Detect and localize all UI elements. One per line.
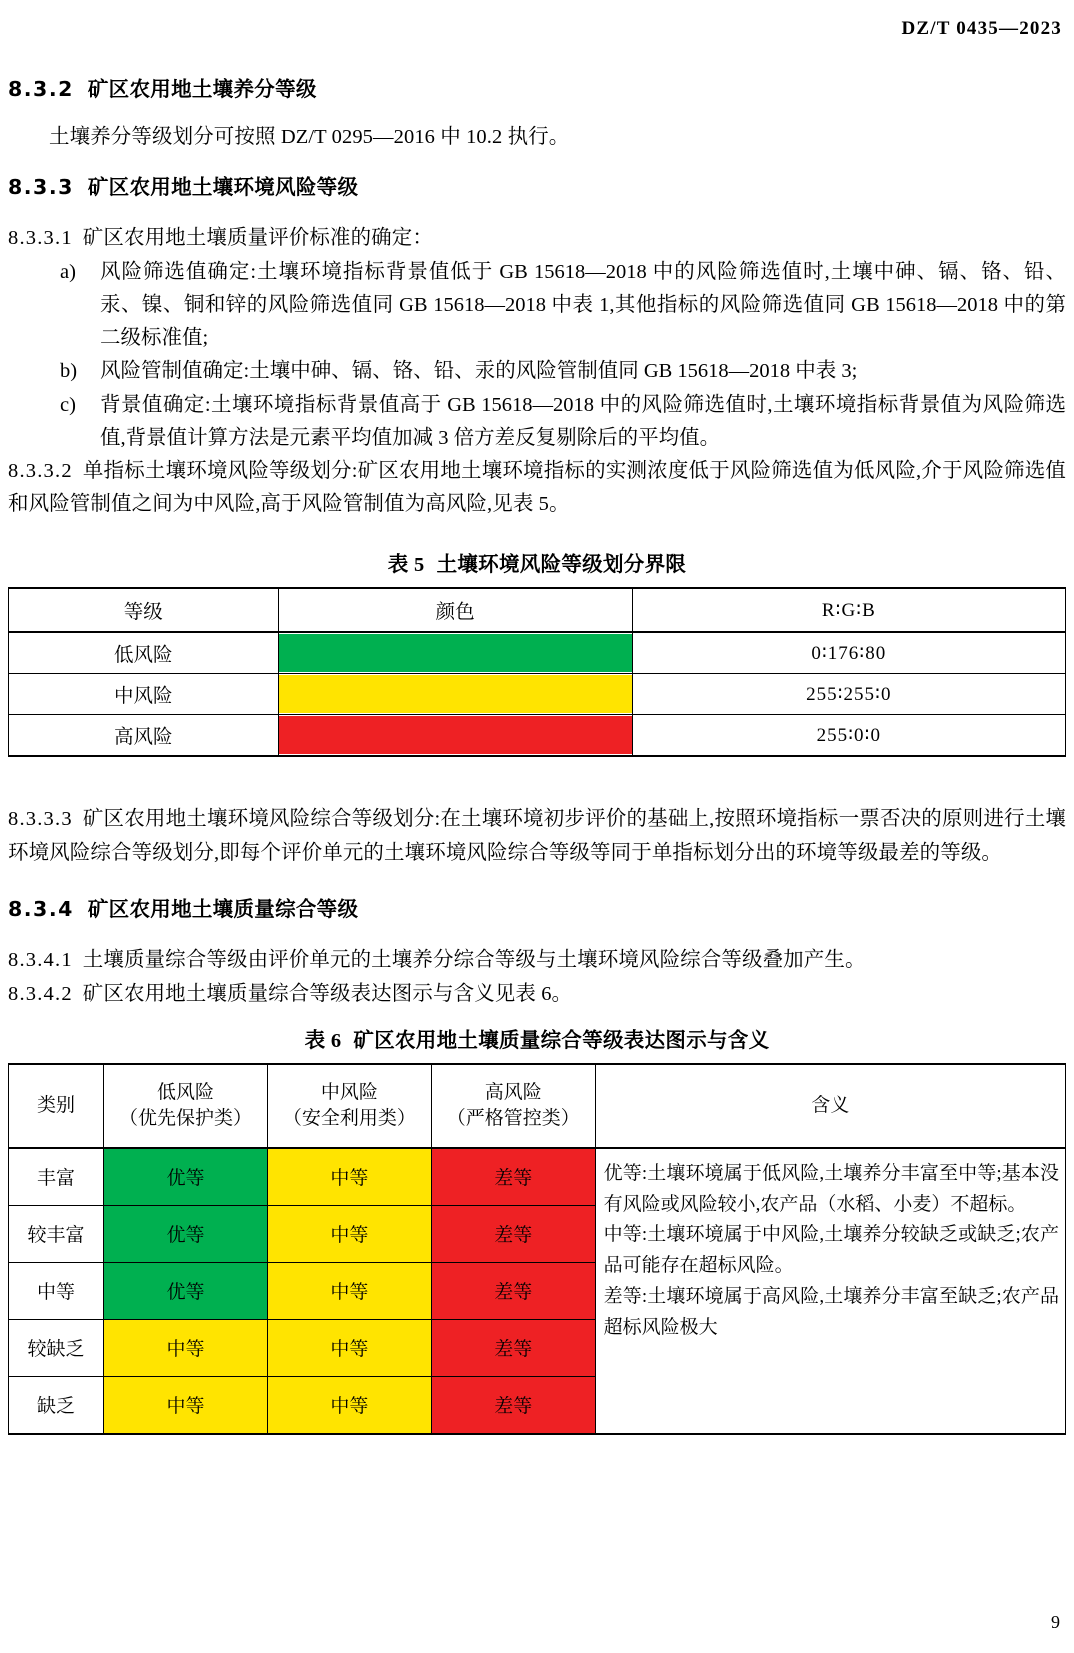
table6-category-0: 丰富 bbox=[9, 1148, 104, 1206]
table6-cell-0-high: 差等 bbox=[431, 1148, 595, 1206]
clause-8-3-4-1-number: 8.3.4.1 bbox=[8, 949, 73, 972]
table6-header-mid-line1: 中风险 bbox=[320, 1082, 378, 1104]
table5-swatch-low bbox=[278, 632, 632, 674]
clause-8-3-3-2-number: 8.3.3.2 bbox=[8, 459, 73, 482]
table-row bbox=[9, 632, 1066, 674]
heading-8-3-3-number: 8.3.3 bbox=[8, 174, 74, 199]
table6-header-high-line2: （严格管控类） bbox=[446, 1107, 580, 1129]
table5-rgb-high: 255∶0∶0 bbox=[632, 715, 1065, 757]
table6-caption-title: 矿区农用地土壤质量综合等级表达图示与含义 bbox=[353, 1027, 770, 1052]
list-item bbox=[8, 256, 1066, 356]
paragraph-8-3-4-2 bbox=[8, 978, 1066, 1011]
table6-meaning-cell bbox=[595, 1148, 1065, 1434]
paragraph-8-3-4-1 bbox=[8, 944, 1066, 977]
table5-caption-title: 土壤环境风险等级划分界限 bbox=[436, 552, 687, 577]
table6-caption bbox=[8, 1023, 1066, 1053]
table5-swatch-mid bbox=[278, 674, 632, 715]
table-row bbox=[9, 715, 1066, 757]
table6-cell-2-mid: 中等 bbox=[267, 1262, 431, 1319]
table5-level-low: 低风险 bbox=[9, 632, 279, 674]
table6-caption-number: 表 6 bbox=[304, 1029, 342, 1052]
table6-cell-0-low: 优等 bbox=[104, 1148, 268, 1206]
table6-header-low-line1: 低风险 bbox=[157, 1082, 215, 1104]
heading-8-3-4-title: 矿区农用地土壤质量综合等级 bbox=[87, 896, 359, 921]
meaning-paragraph-poor: 差等:土壤环境属于高风险,土壤养分丰富至缺乏;农产品超标风险极大 bbox=[603, 1285, 1059, 1338]
page-content bbox=[8, 76, 1066, 1435]
page-number: 9 bbox=[1051, 1612, 1060, 1632]
page-header bbox=[901, 18, 1062, 40]
table5-level-mid: 中风险 bbox=[9, 674, 279, 715]
clause-8-3-3-3-number: 8.3.3.3 bbox=[8, 808, 73, 831]
table6-cell-4-low: 中等 bbox=[104, 1376, 268, 1434]
table6-header-high-risk bbox=[431, 1064, 595, 1148]
table6-header-meaning: 含义 bbox=[595, 1064, 1065, 1148]
table5-caption bbox=[8, 547, 1066, 577]
page-footer bbox=[1051, 1612, 1060, 1633]
clause-8-3-3-1-text: 矿区农用地土壤质量评价标准的确定： bbox=[82, 227, 433, 250]
table6-cell-1-low: 优等 bbox=[104, 1205, 268, 1262]
table5-level-high: 高风险 bbox=[9, 715, 279, 757]
list-item-text: 背景值确定:土壤环境指标背景值高于 GB 15618—2018 中的风险筛选值时,土壤环境指标背景值为风险筛选值,背景值计算方法是元素平均值加减 3 倍方差反复剔除后的平均值。 bbox=[100, 393, 1066, 449]
list-marker-a: a) bbox=[60, 260, 76, 283]
table6-header-low-line2: （优先保护类） bbox=[119, 1107, 253, 1129]
paragraph-8-3-2-body: 土壤养分等级划分可按照 DZ/T 0295—2016 中 10.2 执行。 bbox=[49, 125, 570, 148]
table5-header-level: 等级 bbox=[9, 588, 279, 632]
table6-header-mid-line2: （安全利用类） bbox=[282, 1107, 416, 1129]
table5-header-rgb: R∶G∶B bbox=[632, 588, 1065, 632]
list-item bbox=[8, 389, 1066, 455]
list-marker-c: c) bbox=[60, 393, 76, 416]
heading-8-3-3-title: 矿区农用地土壤环境风险等级 bbox=[87, 174, 359, 199]
table-soil-quality-grade-matrix bbox=[8, 1063, 1066, 1435]
heading-8-3-4 bbox=[8, 896, 1066, 923]
list-item-text: 风险管制值确定:土壤中砷、镉、铬、铅、汞的风险管制值同 GB 15618—2018 中表 3; bbox=[100, 360, 858, 383]
table-row bbox=[9, 674, 1066, 715]
table-row bbox=[9, 1148, 1066, 1206]
meaning-paragraph-medium: 中等:土壤环境属于中风险,土壤养分较缺乏或缺乏;农产品可能存在超标风险。 bbox=[603, 1224, 1059, 1277]
table6-header-category: 类别 bbox=[9, 1064, 104, 1148]
table5-header-color: 颜色 bbox=[278, 588, 632, 632]
table5-rgb-mid: 255∶255∶0 bbox=[632, 674, 1065, 715]
table5-rgb-low: 0∶176∶80 bbox=[632, 632, 1065, 674]
standard-code: DZ/T 0435—2023 bbox=[901, 18, 1062, 39]
list-item-text: 风险筛选值确定:土壤环境指标背景值低于 GB 15618—2018 中的风险筛选值时,土壤中砷、镉、铬、铅、汞、镍、铜和锌的风险筛选值同 GB 15618—2018 中表 1,其他指标的风险筛选值同 GB 15618—2018 中的第二级标准值; bbox=[100, 260, 1066, 350]
heading-8-3-2-title: 矿区农用地土壤养分等级 bbox=[87, 77, 317, 101]
table6-category-3: 较缺乏 bbox=[9, 1319, 104, 1376]
color-swatch-yellow bbox=[279, 675, 632, 713]
clause-8-3-3-2-text: 单指标土壤环境风险等级划分:矿区农用地土壤环境指标的实测浓度低于风险筛选值为低风险,介于风险筛选值和风险管制值之间为中风险,高于风险管制值为高风险,见表 5。 bbox=[8, 459, 1066, 516]
clause-8-3-4-2-number: 8.3.4.2 bbox=[8, 982, 73, 1005]
heading-8-3-2 bbox=[8, 76, 1066, 103]
table-soil-risk-color-limits bbox=[8, 587, 1066, 757]
paragraph-8-3-3-1 bbox=[8, 222, 1066, 255]
table5-header-row bbox=[9, 588, 1066, 632]
list-marker-b: b) bbox=[60, 360, 78, 383]
table6-cell-3-mid: 中等 bbox=[267, 1319, 431, 1376]
table6-cell-0-mid: 中等 bbox=[267, 1148, 431, 1206]
table6-header-low-risk bbox=[104, 1064, 268, 1148]
table6-header-mid-risk bbox=[267, 1064, 431, 1148]
paragraph-8-3-3-3 bbox=[8, 803, 1066, 869]
color-swatch-green bbox=[279, 634, 632, 672]
table6-cell-1-high: 差等 bbox=[431, 1205, 595, 1262]
table6-category-4: 缺乏 bbox=[9, 1376, 104, 1434]
heading-8-3-4-number: 8.3.4 bbox=[8, 896, 74, 921]
table6-cell-2-low: 优等 bbox=[104, 1262, 268, 1319]
table6-cell-3-high: 差等 bbox=[431, 1319, 595, 1376]
table6-category-2: 中等 bbox=[9, 1262, 104, 1319]
clause-8-3-3-1-list bbox=[8, 256, 1066, 455]
table6-cell-4-mid: 中等 bbox=[267, 1376, 431, 1434]
clause-8-3-3-3-text: 矿区农用地土壤环境风险综合等级划分:在土壤环境初步评价的基础上,按照环境指标一票否决的原则进行土壤环境风险综合等级划分,即每个评价单元的土壤环境风险综合等级等同于单指标划分出的环境等级最差的等级。 bbox=[8, 808, 1066, 864]
meaning-paragraph-excellent: 优等:土壤环境属于低风险,土壤养分丰富至中等;基本没有风险或风险较小,农产品（水稻、小麦）不超标。 bbox=[603, 1162, 1059, 1215]
heading-8-3-2-number: 8.3.2 bbox=[8, 77, 74, 101]
color-swatch-red bbox=[279, 716, 632, 754]
clause-8-3-4-1-text: 土壤质量综合等级由评价单元的土壤养分综合等级与土壤环境风险综合等级叠加产生。 bbox=[82, 949, 866, 972]
table6-cell-3-low: 中等 bbox=[104, 1319, 268, 1376]
table6-header-row bbox=[9, 1064, 1066, 1148]
clause-8-3-3-1-number: 8.3.3.1 bbox=[8, 227, 73, 250]
table6-cell-1-mid: 中等 bbox=[267, 1205, 431, 1262]
table6-cell-4-high: 差等 bbox=[431, 1376, 595, 1434]
table6-header-high-line1: 高风险 bbox=[484, 1082, 542, 1104]
table6-cell-2-high: 差等 bbox=[431, 1262, 595, 1319]
table5-caption-number: 表 5 bbox=[387, 554, 425, 577]
list-item bbox=[8, 355, 1066, 388]
clause-8-3-4-2-text: 矿区农用地土壤质量综合等级表达图示与含义见表 6。 bbox=[82, 982, 573, 1005]
table6-category-1: 较丰富 bbox=[9, 1205, 104, 1262]
table5-swatch-high bbox=[278, 715, 632, 757]
paragraph-8-3-3-2 bbox=[8, 455, 1066, 521]
heading-8-3-3 bbox=[8, 174, 1066, 201]
